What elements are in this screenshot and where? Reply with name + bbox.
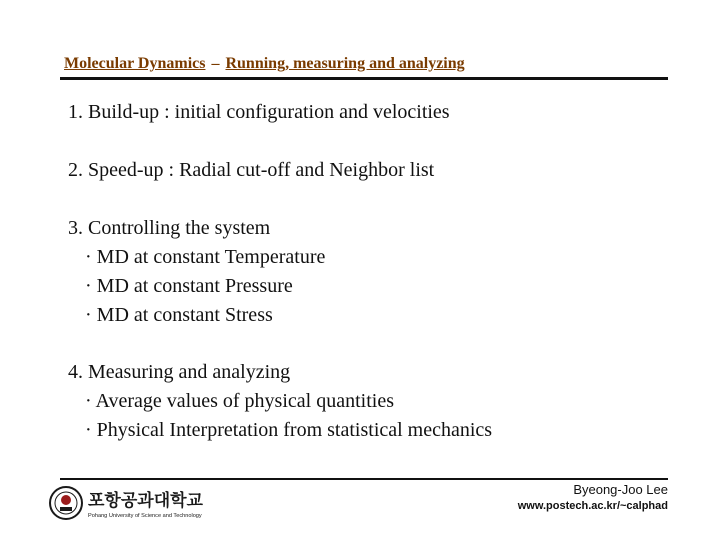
- list-item-controlling: [68, 214, 325, 330]
- item-heading: 2. Speed-up : Radial cut-off and Neighbor list: [68, 159, 435, 181]
- footer-divider: [60, 478, 668, 480]
- item-heading: 4. Measuring and analyzing: [68, 361, 291, 383]
- list-item-build-up: [68, 98, 450, 127]
- university-seal-icon: [50, 487, 82, 519]
- sub-item: · MD at constant Stress: [85, 304, 273, 326]
- title-subtopic: Running, measuring and analyzing: [225, 55, 465, 72]
- logo-subtext: Pohang University of Science and Technology: [88, 513, 202, 519]
- logo-text: 포항공과대학교: [88, 491, 203, 511]
- website-url: www.postech.ac.kr/~calphad: [517, 500, 668, 512]
- list-item-measuring: [68, 358, 492, 445]
- header-divider: [60, 77, 668, 80]
- slide-title: [64, 55, 465, 73]
- item-heading: 3. Controlling the system: [68, 217, 271, 239]
- author-name: Byeong-Joo Lee: [573, 482, 668, 497]
- list-item-speed-up: [68, 156, 434, 185]
- item-heading: 1. Build-up : initial configuration and velocities: [68, 101, 450, 123]
- sub-item: · MD at constant Pressure: [85, 275, 293, 297]
- title-topic: Molecular Dynamics: [64, 55, 206, 72]
- title-separator: –: [211, 55, 220, 72]
- sub-item: · MD at constant Temperature: [85, 246, 326, 268]
- sub-item: · Physical Interpretation from statistical mechanics: [85, 419, 493, 441]
- sub-item: · Average values of physical quantities: [85, 390, 394, 412]
- postech-logo: [48, 484, 238, 522]
